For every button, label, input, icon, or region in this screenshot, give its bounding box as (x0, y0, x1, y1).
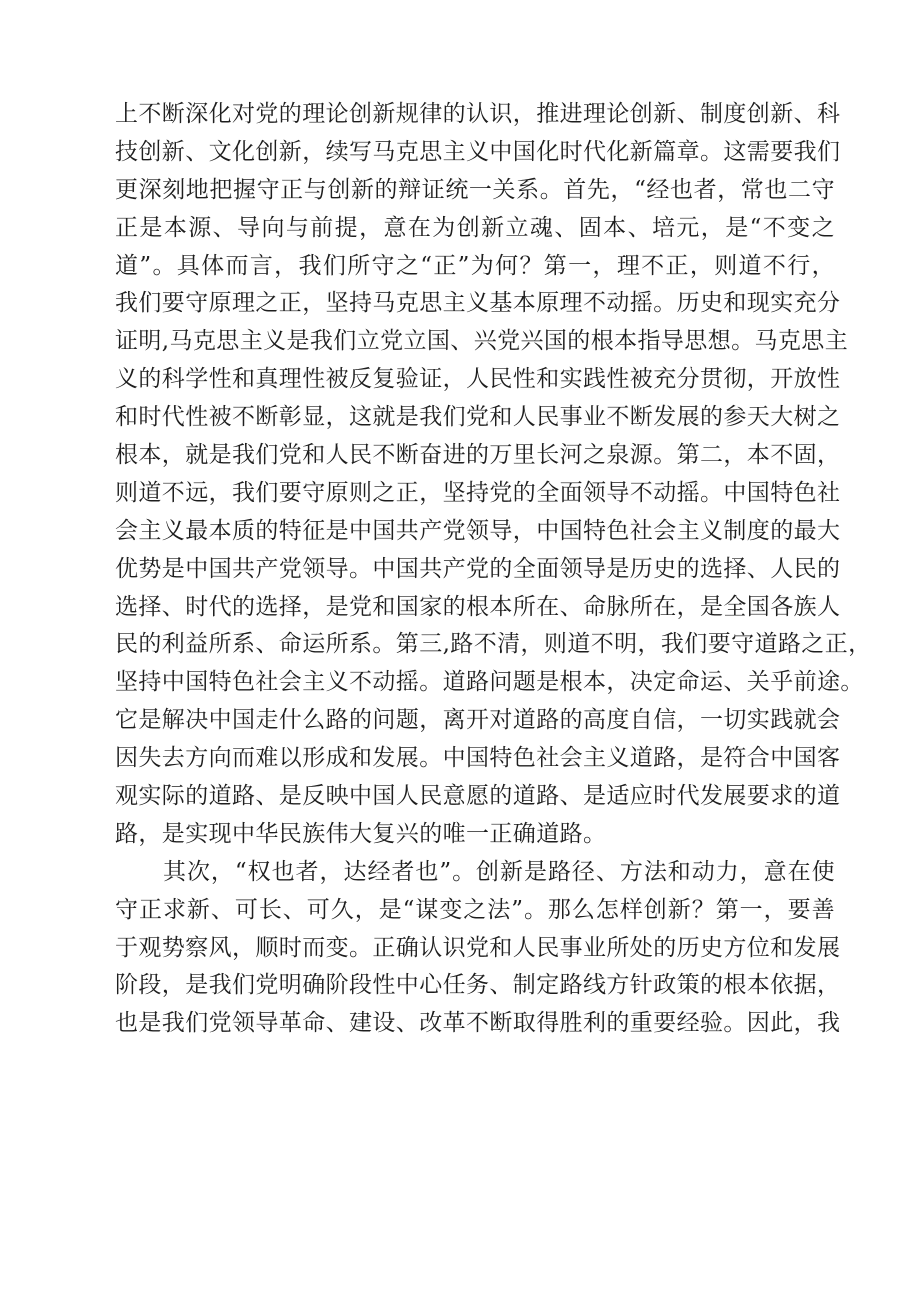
body-text (115, 96, 872, 1043)
paragraph-last-line: 路，是实现中华民族伟大复兴的唯一正确道路。 (115, 820, 607, 847)
text-line: 阶段，是我们党明确阶段性中心任务、制定路线方针政策的根本依据， (115, 972, 841, 999)
text-line: 则道不远，我们要守原则之正，坚持党的全面领导不动摇。中国特色社 (115, 479, 841, 506)
text-line: 也是我们党领导革命、建设、改革不断取得胜利的重要经验。因此，我 (115, 1010, 841, 1037)
text-line: 上不断深化对党的理论创新规律的认识，推进理论创新、制度创新、科 (115, 101, 841, 127)
text-line: 选择、时代的选择，是党和国家的根本所在、命脉所在，是全国各族人 (115, 593, 841, 620)
text-line: 于观势察风，顺时而变。正确认识党和人民事业所处的历史方位和发展 (115, 934, 841, 961)
text-line: 民的利益所系、命运所系。第三,路不清，则道不明，我们要守道路之正， (115, 631, 872, 658)
text-line: 和时代性被不断彰显，这就是我们党和人民事业不断发展的参天大树之 (115, 404, 841, 431)
text-line: 守正求新、可长、可久，是“谋变之法”。那么怎样创新？第一，要善 (115, 896, 835, 923)
text-line: 会主义最本质的特征是中国共产党领导，中国特色社会主义制度的最大 (115, 517, 841, 544)
text-line: 技创新、文化创新，续写马克思主义中国化时代化新篇章。这需要我们 (115, 138, 841, 165)
text-line: 坚持中国特色社会主义不动摇。道路问题是根本，决定命运、关乎前途。 (115, 669, 864, 696)
text-line: 正是本源、导向与前提，意在为创新立魂、固本、培元，是“不变之 (115, 214, 835, 241)
paragraph-first-line: 其次，“权也者，达经者也”。创新是路径、方法和动力，意在使 (163, 858, 835, 885)
text-line: 它是解决中国走什么路的问题，离开对道路的高度自信，一切实践就会 (115, 707, 841, 734)
text-line: 优势是中国共产党领导。中国共产党的全面领导是历史的选择、人民的 (115, 555, 841, 582)
text-line: 根本，就是我们党和人民不断奋进的万里长河之泉源。第二，本不固， (115, 442, 841, 469)
text-line: 义的科学性和真理性被反复验证，人民性和实践性被充分贯彻，开放性 (115, 366, 841, 393)
text-line: 我们要守原理之正，坚持马克思主义基本原理不动摇。历史和现实充分 (115, 290, 841, 317)
text-line: 证明,马克思主义是我们立党立国、兴党兴国的根本指导思想。马克思主 (115, 328, 849, 355)
text-line: 道”。具体而言，我们所守之“正”为何？第一，理不正，则道不行， (115, 252, 835, 279)
text-line: 因失去方向而难以形成和发展。中国特色社会主义道路，是符合中国客 (115, 745, 841, 772)
text-line: 更深刻地把握守正与创新的辩证统一关系。首先，“经也者，常也二守 (115, 176, 835, 203)
text-line: 观实际的道路、是反映中国人民意愿的道路、是适应时代发展要求的道 (115, 783, 841, 810)
